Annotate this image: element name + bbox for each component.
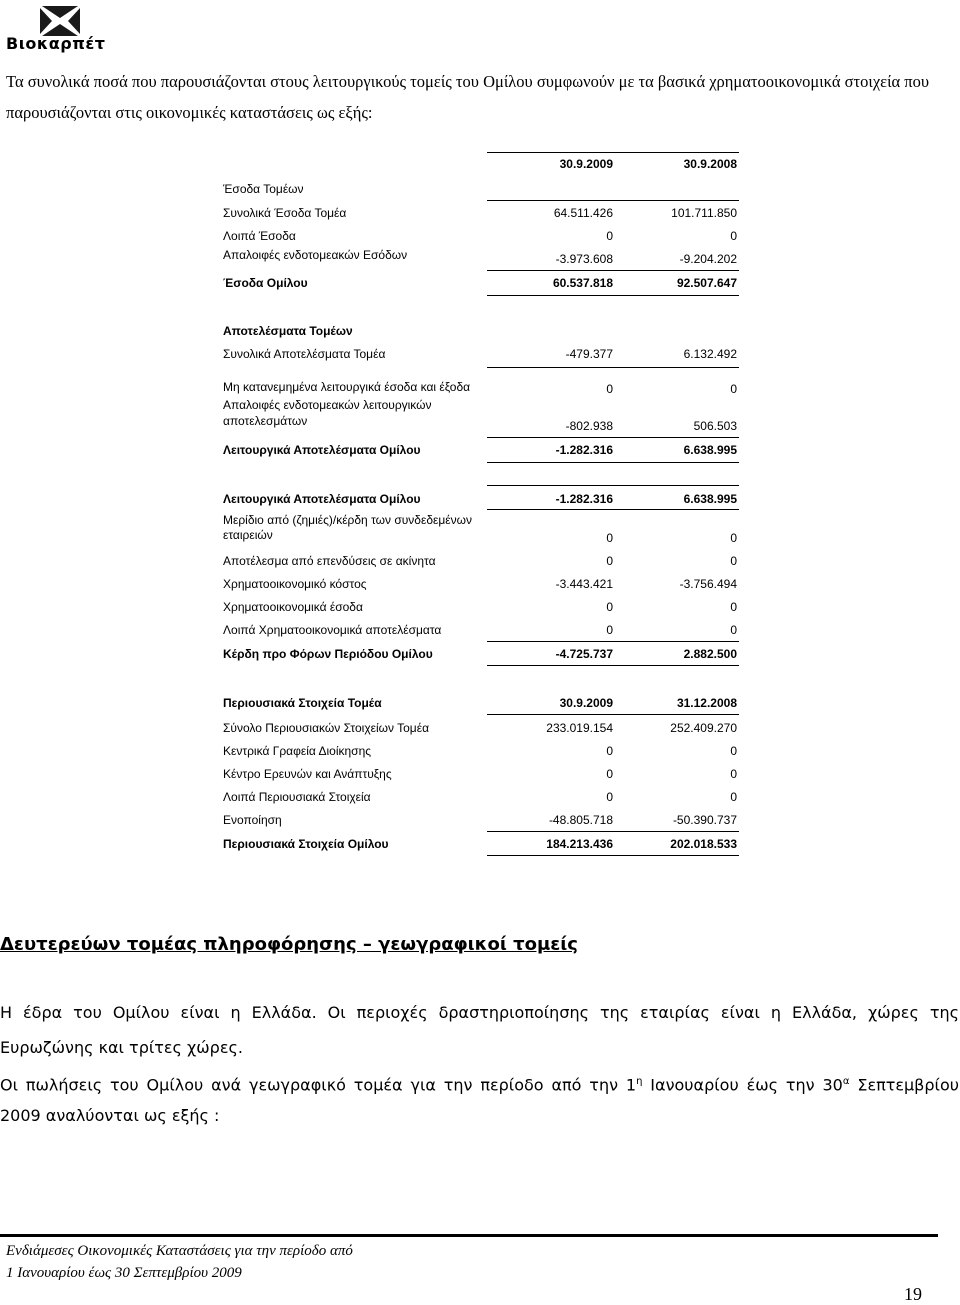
table-cell-value: 6.638.995 xyxy=(683,492,737,506)
paragraph-line: Οι πωλήσεις του Ομίλου ανά γεωγραφικό τομέα για την περίοδο από την $1^\eta$ Ιανουαρίου έως την $30^\alpha$ Σεπτεμβρίου xyxy=(0,1075,960,1095)
table-row-label: Απαλοιφές ενδοτομεακών λειτουργικών xyxy=(223,398,432,412)
table-row-label: Κέρδη προ Φόρων Περιόδου Ομίλου xyxy=(223,647,433,661)
table-cell-value: -3.756.494 xyxy=(679,577,737,591)
table-cell-value: 0 xyxy=(606,744,613,758)
table-cell-value: 233.019.154 xyxy=(546,721,613,735)
table-row-label: Ενοποίηση xyxy=(223,813,282,827)
table-row-label: Λοιπά Έσοδα xyxy=(223,229,296,243)
table-cell-value: 0 xyxy=(730,790,737,804)
table-row-label: Αποτέλεσμα από επενδύσεις σε ακίνητα xyxy=(223,554,436,568)
table-row-label: Έσοδα Ομίλου xyxy=(223,276,308,290)
table-cell-value: 184.213.436 xyxy=(546,837,613,851)
table-cell-value: 0 xyxy=(606,229,613,243)
table-cell-value: 6.638.995 xyxy=(683,443,737,457)
section-heading: Δευτερεύων τομέας πληροφόρησης – γεωγραφικοί τομείς xyxy=(0,934,578,955)
table-cell-value: 0 xyxy=(730,554,737,568)
table-cell-value: -4.725.737 xyxy=(555,647,613,661)
table-cell-value: 101.711.850 xyxy=(671,206,737,220)
table-cell-value: -3.443.421 xyxy=(555,577,613,591)
table-cell-value: 252.409.270 xyxy=(670,721,737,735)
paragraph-line: Η έδρα του Ομίλου είναι η Ελλάδα. Οι περιοχές δραστηριοποίησης της εταιρίας είναι η Ελλάδα, χώρες της xyxy=(0,1003,959,1022)
footer-text: 1 Ιανουαρίου έως 30 Σεπτεμβρίου 2009 xyxy=(6,1265,242,1281)
table-cell-value: 0 xyxy=(606,554,613,568)
table-cell-value: 0 xyxy=(606,382,613,396)
table-cell-value: -479.377 xyxy=(565,347,613,361)
results-section-title: Αποτελέσματα Τομέων xyxy=(223,324,353,338)
table-row-label: εταιρειών xyxy=(223,528,273,542)
table-cell-value: -9.204.202 xyxy=(679,252,737,266)
col-header-2009: 30.9.2009 xyxy=(559,157,613,171)
company-logo-text: Βιοκαρπέτ xyxy=(6,34,106,53)
table-cell-value: 0 xyxy=(606,531,613,545)
footer-text: Ενδιάμεσες Οικονομικές Καταστάσεις για την περίοδο από xyxy=(6,1243,353,1259)
table-row-label: Λοιπά Περιουσιακά Στοιχεία xyxy=(223,790,371,804)
col-header-2008: 31.12.2008 xyxy=(676,696,737,710)
col-header-2009: 30.9.2009 xyxy=(559,696,613,710)
table-row-label: Μη κατανεμημένα λειτουργικά έσοδα και έξοδα xyxy=(223,380,471,394)
table-row-label: Λοιπά Χρηματοοικονομικά αποτελέσματα xyxy=(223,623,442,637)
table-cell-value: 0 xyxy=(606,767,613,781)
table-cell-value: 64.511.426 xyxy=(553,206,613,220)
table-row-label: αποτελεσμάτων xyxy=(223,414,308,428)
table-cell-value: 0 xyxy=(730,382,737,396)
table-cell-value: 0 xyxy=(730,229,737,243)
table-cell-value: -50.390.737 xyxy=(672,813,737,827)
table-cell-value: 6.132.492 xyxy=(683,347,737,361)
table-cell-value: -48.805.718 xyxy=(548,813,613,827)
intro-paragraph: Τα συνολικά ποσά που παρουσιάζονται στους λειτουργικούς τομείς του Ομίλου συμφωνούν με τα βασικά χρηματοοικονομικά στοιχεία που παρουσιάζονται στις οικονομικές καταστάσεις ως εξής: xyxy=(6,72,930,122)
revenue-section-title: Έσοδα Τομέων xyxy=(223,182,304,196)
table-cell-value: -802.938 xyxy=(565,419,613,433)
table-row-label: Κέντρο Ερευνών και Ανάπτυξης xyxy=(223,767,392,781)
col-header-2008: 30.9.2008 xyxy=(683,157,737,171)
table-row-label: Περιουσιακά Στοιχεία Τομέα xyxy=(223,696,382,710)
table-row-label: Μερίδιο από (ζημιές)/κέρδη των συνδεδεμένων xyxy=(223,513,472,527)
table-row-label: Χρηματοοικονομικά έσοδα xyxy=(223,600,363,614)
table-row-label: Λειτουργικά Αποτελέσματα Ομίλου xyxy=(223,443,421,457)
table-cell-value: -1.282.316 xyxy=(555,492,613,506)
footer-divider xyxy=(0,1234,938,1237)
table-cell-value: 0 xyxy=(730,623,737,637)
table-cell-value: 0 xyxy=(730,600,737,614)
paragraph-line: 2009 αναλύονται ως εξής : xyxy=(0,1106,220,1125)
table-cell-value: 0 xyxy=(606,623,613,637)
company-logo-icon xyxy=(38,4,82,38)
table-row-label: Συνολικά Αποτελέσματα Τομέα xyxy=(223,347,386,361)
table-cell-value: 202.018.533 xyxy=(670,837,737,851)
table-row-label: Περιουσιακά Στοιχεία Ομίλου xyxy=(223,837,389,851)
table-cell-value: 92.507.647 xyxy=(676,276,737,290)
table-cell-value: 0 xyxy=(606,600,613,614)
table-cell-value: 0 xyxy=(730,767,737,781)
table-row-label: Χρηματοοικονομικό κόστος xyxy=(223,577,367,591)
table-cell-value: 60.537.818 xyxy=(552,276,613,290)
table-cell-value: 2.882.500 xyxy=(683,647,737,661)
table-row-label: Λειτουργικά Αποτελέσματα Ομίλου xyxy=(223,492,421,506)
table-row-label: Κεντρικά Γραφεία Διοίκησης xyxy=(223,744,372,758)
table-cell-value: 506.503 xyxy=(693,419,737,433)
table-row-label: Σύνολο Περιουσιακών Στοιχείων Τομέα xyxy=(223,721,430,735)
table-cell-value: 0 xyxy=(606,790,613,804)
paragraph-line: Ευρωζώνης και τρίτες χώρες. xyxy=(0,1038,243,1057)
page-number: 19 xyxy=(904,1284,922,1304)
table-cell-value: -1.282.316 xyxy=(555,443,613,457)
table-cell-value: 0 xyxy=(730,744,737,758)
table-cell-value: 0 xyxy=(730,531,737,545)
table-row-label: Απαλοιφές ενδοτομεακών Εσόδων xyxy=(223,248,408,262)
table-cell-value: -3.973.608 xyxy=(555,252,613,266)
table-row-label: Συνολικά Έσοδα Τομέα xyxy=(223,206,347,220)
